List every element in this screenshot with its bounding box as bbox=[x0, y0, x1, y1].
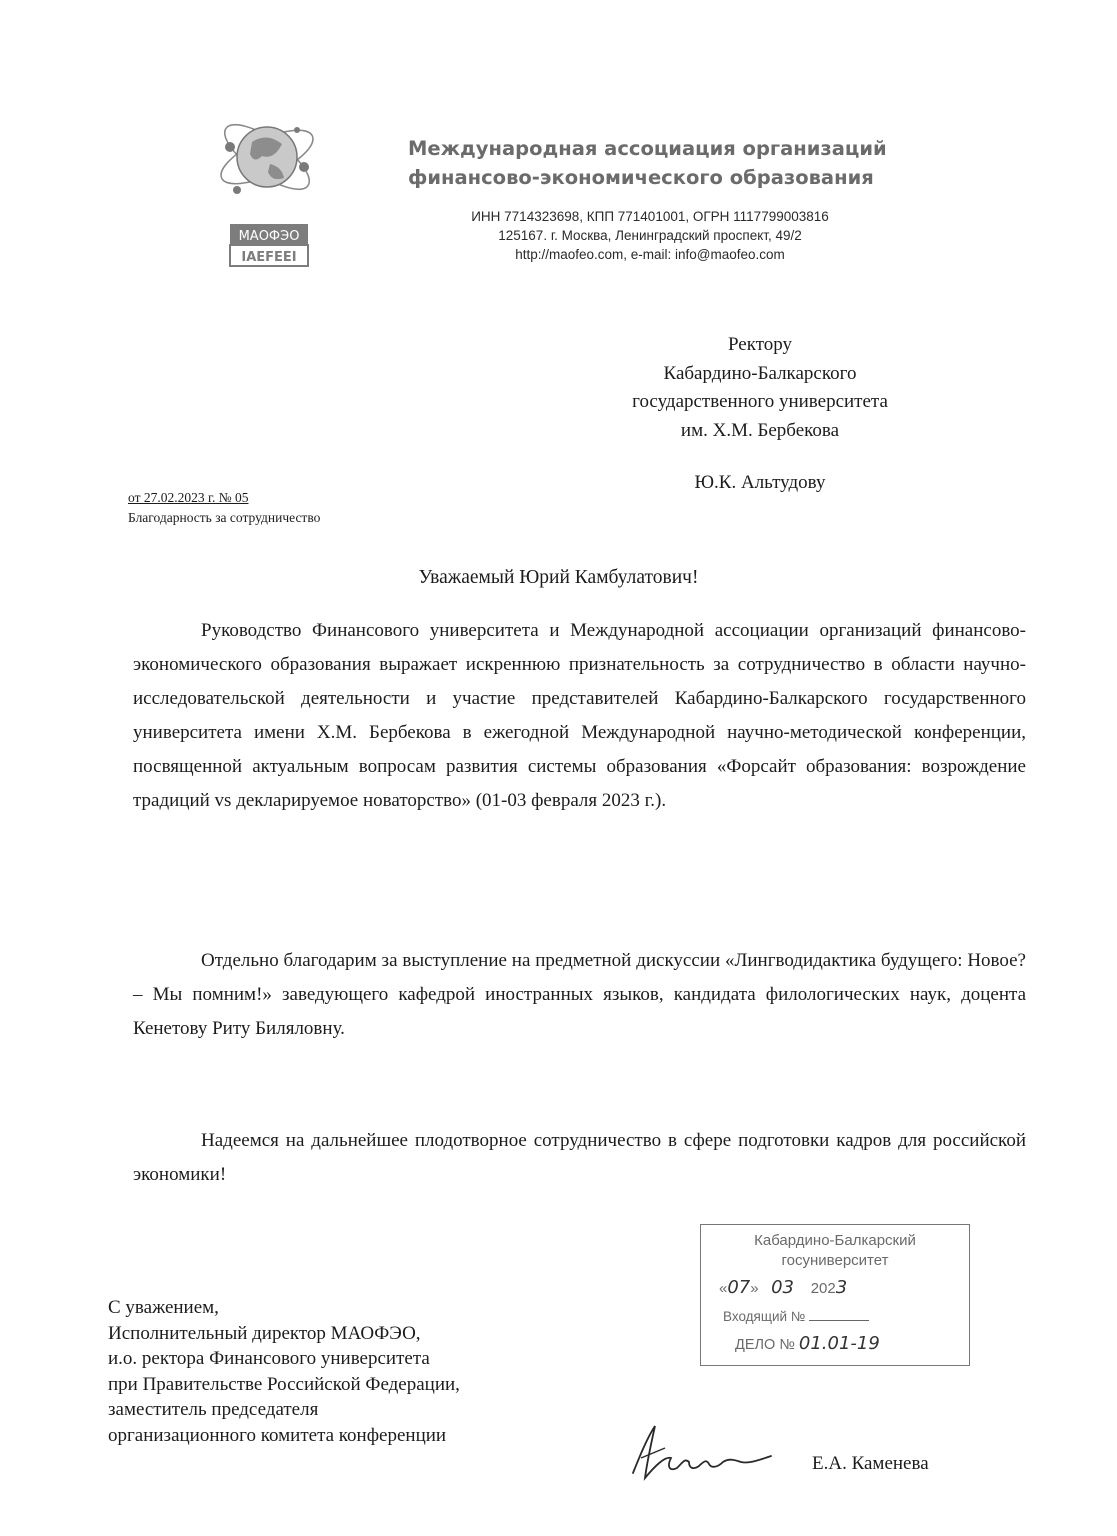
body-paragraph-3: Надеемся на дальнейшее плодотворное сотрудничество в сфере подготовки кадров для российской экономики! bbox=[133, 1130, 1026, 1185]
contact-line: http://maofeo.com, e-mail: info@maofeo.com bbox=[515, 247, 785, 262]
body-paragraph-1: Руководство Финансового университета и Международной ассоциации организаций финансово-экономического образования выражает искреннюю признательность за сотрудничество в области научно-исследовательской деятельности и участие представителей Кабардино-Балкарского государственного университета имени Х.М. Бербекова в ежегодной Международной научно-методической конференции, посвященной актуальным вопросам развития системы образования «Форсайт образования: возрождение традиций vs декларируемое новаторство» (01-03 февраля 2023 г.). bbox=[133, 620, 1026, 811]
organization-details bbox=[390, 207, 910, 264]
globe-logo-icon bbox=[212, 112, 322, 272]
closing-block bbox=[108, 1295, 460, 1448]
body-paragraph-2: Отдельно благодарим за выступление на предметной дискуссии «Лингводидактика будущего: Новое? – Мы помним!» заведующего кафедрой иностранных языков, кандидата филологических наук, доцента Кенетову Риту Биляловну. bbox=[133, 950, 1026, 1039]
closing-line6: организационного комитета конференции bbox=[108, 1424, 447, 1446]
postal-address: 125167. г. Москва, Ленинградский проспект, 49/2 bbox=[498, 228, 802, 243]
stamp-delo-label: ДЕЛО № bbox=[735, 1337, 795, 1353]
reference-number: от 27.02.2023 г. № 05 bbox=[128, 490, 249, 505]
registration-numbers: ИНН 7714323698, КПП 771401001, ОГРН 1117799003816 bbox=[471, 209, 829, 224]
stamp-delo-value: 01.01-19 bbox=[798, 1333, 880, 1354]
stamp-day: 07 bbox=[727, 1277, 751, 1298]
logo-ru-text: МАОФЭО bbox=[238, 229, 300, 244]
maofeo-logo bbox=[212, 112, 322, 272]
stamp-year-prefix: 202 bbox=[810, 1280, 836, 1297]
registration-stamp bbox=[700, 1224, 970, 1366]
stamp-month: 03 bbox=[771, 1277, 795, 1298]
org-name-line2: финансово-экономического образования bbox=[408, 166, 874, 189]
closing-line1: С уважением, bbox=[108, 1297, 219, 1318]
closing-line5: заместитель председателя bbox=[108, 1399, 319, 1420]
signer-name: Е.А. Каменева bbox=[812, 1453, 929, 1474]
addressee-line1: Ректору bbox=[727, 334, 793, 355]
stamp-university-line2: госуниверситет bbox=[781, 1252, 889, 1269]
closing-line4: при Правительстве Российской Федерации, bbox=[108, 1373, 460, 1395]
reference-subject: Благодарность за сотрудничество bbox=[128, 510, 321, 525]
addressee-name: Ю.К. Альтудову bbox=[694, 472, 826, 493]
addressee-line2: Кабардино-Балкарского bbox=[663, 362, 857, 384]
stamp-date: «07» 03 2023 bbox=[719, 1277, 848, 1298]
letter-reference bbox=[128, 488, 320, 528]
closing-line3: и.о. ректора Финансового университета bbox=[108, 1348, 430, 1369]
stamp-incoming bbox=[723, 1309, 869, 1324]
stamp-university-line1: Кабардино-Балкарский bbox=[754, 1232, 916, 1249]
signature-icon bbox=[625, 1418, 775, 1488]
addressee-line3: государственного университета bbox=[632, 391, 888, 412]
stamp-incoming-label: Входящий № bbox=[723, 1309, 806, 1324]
addressee-block bbox=[560, 331, 960, 498]
addressee-line4: им. Х.М. Бербекова bbox=[680, 419, 840, 441]
org-name-line1: Международная ассоциация организаций bbox=[408, 137, 887, 160]
stamp-year-suffix: 3 bbox=[835, 1277, 848, 1298]
organization-name bbox=[408, 134, 928, 192]
stamp-delo bbox=[735, 1333, 880, 1354]
closing-line2: Исполнительный директор МАОФЭО, bbox=[108, 1322, 421, 1344]
salutation: Уважаемый Юрий Камбулатович! bbox=[418, 567, 699, 588]
logo-en-text: IAEFEEI bbox=[241, 250, 297, 265]
handwritten-signature bbox=[625, 1418, 775, 1488]
